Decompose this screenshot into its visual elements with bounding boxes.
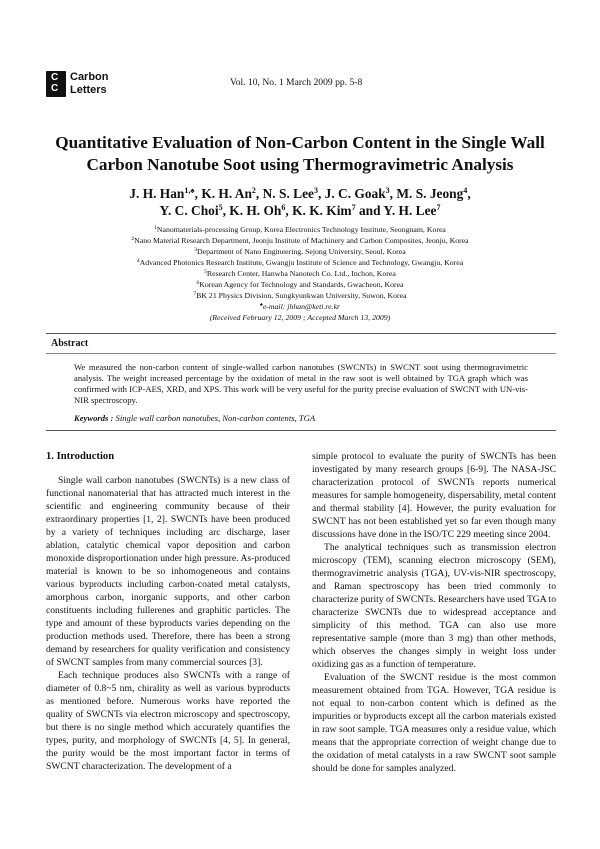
keywords [74,413,534,423]
author-separator: , [467,186,471,201]
carbon-letters-logo-icon: C C [46,71,66,97]
right-column [312,450,556,775]
abstract-box [46,333,556,431]
author-separator: , [255,186,263,201]
email-text: e-mail: jhhan@keti.re.kr [262,302,341,311]
affiliation-text: Nano Material Research Department, Jeonju Institute of Machinery and Carbon Composites, Jeonju, Korea [134,236,469,245]
author-name: K. H. An [201,186,252,201]
affiliation-text: Nanomaterials-processing Group, Korea Electronics Technology Institute, Seongnam, Korea [156,225,446,234]
affiliation-item [40,224,560,235]
body-paragraph: simple protocol to evaluate the purity of SWCNTs has been investigated by many research groups [6-9]. The NASA-JSC characterization protocol of SWCNTs reports numerical measures for sample homogeneity, dispersability, metal content and thermal stability [4]. However, the purity evaluation for SWCNT has not been established yet so far even though many discussions have done in the ISO/TC 229 meeting since 2004. [312,451,556,540]
affiliation-number: 3 [194,247,198,253]
journal-name-line2: Letters [70,84,107,96]
author-affiliation-index: 3 [385,186,390,195]
author-name: Y. C. Choi [159,203,219,218]
corresponding-email [40,301,560,312]
affiliation-text: Korean Agency for Technology and Standards, Gwacheon, Korea [199,280,404,289]
journal-name-line1: Carbon [70,71,109,83]
author-affiliation-number [436,203,440,212]
affiliation-number: 1 [154,225,157,231]
affiliation-number: 6 [196,280,200,286]
author-line-2 [40,202,560,219]
abstract-divider [46,353,556,354]
keywords-text: Single wall carbon nanotubes, Non-carbon contents, TGA [115,413,316,423]
paper-title [40,132,560,176]
author-affiliation-index: 3 [313,186,318,195]
author-name: J. C. Goak [324,186,386,201]
affiliation-item [40,257,560,268]
section-heading-introduction: 1. Introduction [46,451,115,462]
author-list [40,185,560,219]
abstract-heading: Abstract [51,338,89,349]
author-name: Y. H. Lee [383,203,437,218]
body-paragraph: Single wall carbon nanotubes (SWCNTs) is a new class of functional nanomaterial that has attracted much interest in the scientific and engineering community because of their extraordinary properties [1, 2]. SWCNTs have been produced by a variety of techniques including arc discharge, laser ablation, catalytic chemical vapor deposition and carbon monoxide disproportionation under high pressure. As-produced material is known to be so inhomogeneous and contains various byproducts including carbon-coated metal catalysts, amorphous carbon, inorganic supports, and other carbon constituents including fullerenes and graphitic particles. The type and amount of these byproducts varies depending on the production methods used. Therefore, there has been a strong demand by researchers for quality verification and consistency of SWCNT samples from many commercial sources [3]. [46,475,290,668]
author-affiliation-index: 2 [251,186,256,195]
author-affiliation-index: 5 [218,203,223,212]
author-affiliation-number [184,186,194,195]
author-affiliation-index: 7 [436,203,441,212]
corresponding-author-mark: ♠ [190,186,195,195]
author-affiliation-index: 4 [463,186,468,195]
received-dates: (Received February 12, 2009 ; Accepted March 13, 2009) [209,313,391,322]
author-separator: and [355,203,384,218]
author-name: K. K. Kim [292,203,352,218]
body-paragraph: The analytical techniques such as transmission electron microscopy (TEM), scanning electron microscopy (SEM), thermogravimetric analysis (TGA), UV-vis-NIR spectroscopy, and Raman spectroscopy has been tried commonly to characterize purity of SWCNTs. Researchers have used TGA to characterize SWCNTs due to widespread acceptance and simplicity of this method. TGA can also use more representative sample (more than 3 mg) than other methods, which observes the changes simply in weight loss under oxidizing gas as a function of temperature. [312,542,556,670]
body-paragraph: Evaluation of the SWCNT residue is the most common measurement obtained from TGA. However, TGA residue is not equal to non-carbon content which is defined as the impurities or byproducts except all the carbon materials existed in raw soot sample. TGA measures only a residue value, which means that the appropriate correction of weight change due to the oxidation of metal catalysts in a raw SWCNT soot sample should be done for samples analyzed. [312,672,556,774]
author-line-1 [40,185,560,202]
paper-title-line2: Carbon Nanotube Soot using Thermogravimetric Analysis [86,155,514,174]
author-separator: , [194,186,202,201]
affiliation-number: 4 [136,258,140,264]
affiliation-number: 2 [131,236,135,242]
affiliation-number: 5 [204,269,207,275]
body-paragraph: Each technique produces also SWCNTs with a range of diameter of 0.8~5 nm, chirality as well as various byproducts as mentioned before. Numerous works have reported the quality of SWCNTs via electron microscopy and spectroscopy, but there is no single method which accurately quantifies the types, purity, and morphology of SWCNTs [4, 5]. In general, the purity would be the most important factor in terms of SWCNT characterization. The development of a [46,670,290,772]
left-column [46,450,290,773]
author-separator: , [317,186,325,201]
journal-logo [46,71,166,99]
paper-title-line1: Quantitative Evaluation of Non-Carbon Content in the Single Wall [55,133,545,152]
author-name: N. S. Lee [262,186,314,201]
author-name: J. H. Han [129,186,185,201]
affiliation-item [40,246,560,257]
author-name: M. S. Jeong [396,186,464,201]
affiliation-item [40,279,560,290]
abstract-text: We measured the non-carbon content of single-walled carbon nanotubes (SWCNTs) in SWCNT soot using thermogravimetric analysis. The weight increased percentage by the oxidation of metal in the raw soot is well obtained by TGA graph which was confirmed with ICP-AES, XRD, and XPS. This work will be very useful for the purity precise evaluation of SWCNT with UN-vis-NIR spectroscopy. [74,362,528,405]
keywords-label: Keywords : [74,413,114,423]
affiliation-list [40,224,560,301]
affiliation-text: Department of Nano Engineering, Sejong University, Seoul, Korea [197,247,406,256]
author-affiliation-index: 1, [184,186,191,195]
affiliation-item [40,290,560,301]
author-separator: , [389,186,397,201]
journal-name [70,71,109,97]
affiliation-text: Advanced Photonics Research Institute, Gwangju Institute of Science and Technology, Gwangju, Korea [139,258,464,267]
affiliation-item [40,235,560,246]
email-mark: ♠ [259,302,263,308]
affiliation-number: 7 [193,291,197,297]
author-affiliation-index: 6 [281,203,286,212]
affiliation-text: Research Center, Hanwha Nanotech Co. Ltd., Inchon, Korea [206,269,396,278]
affiliations [40,224,560,323]
author-separator: , [285,203,293,218]
volume-info: Vol. 10, No. 1 March 2009 pp. 5-8 [230,77,363,88]
right-column-text [312,450,556,775]
affiliation-text: BK 21 Physics Division, Sungkyunkwan University, Suwon, Korea [196,291,407,300]
author-name: K. H. Oh [229,203,282,218]
author-affiliation-index: 7 [351,203,356,212]
affiliation-item [40,268,560,279]
left-column-text [46,474,290,773]
author-separator: , [222,203,230,218]
